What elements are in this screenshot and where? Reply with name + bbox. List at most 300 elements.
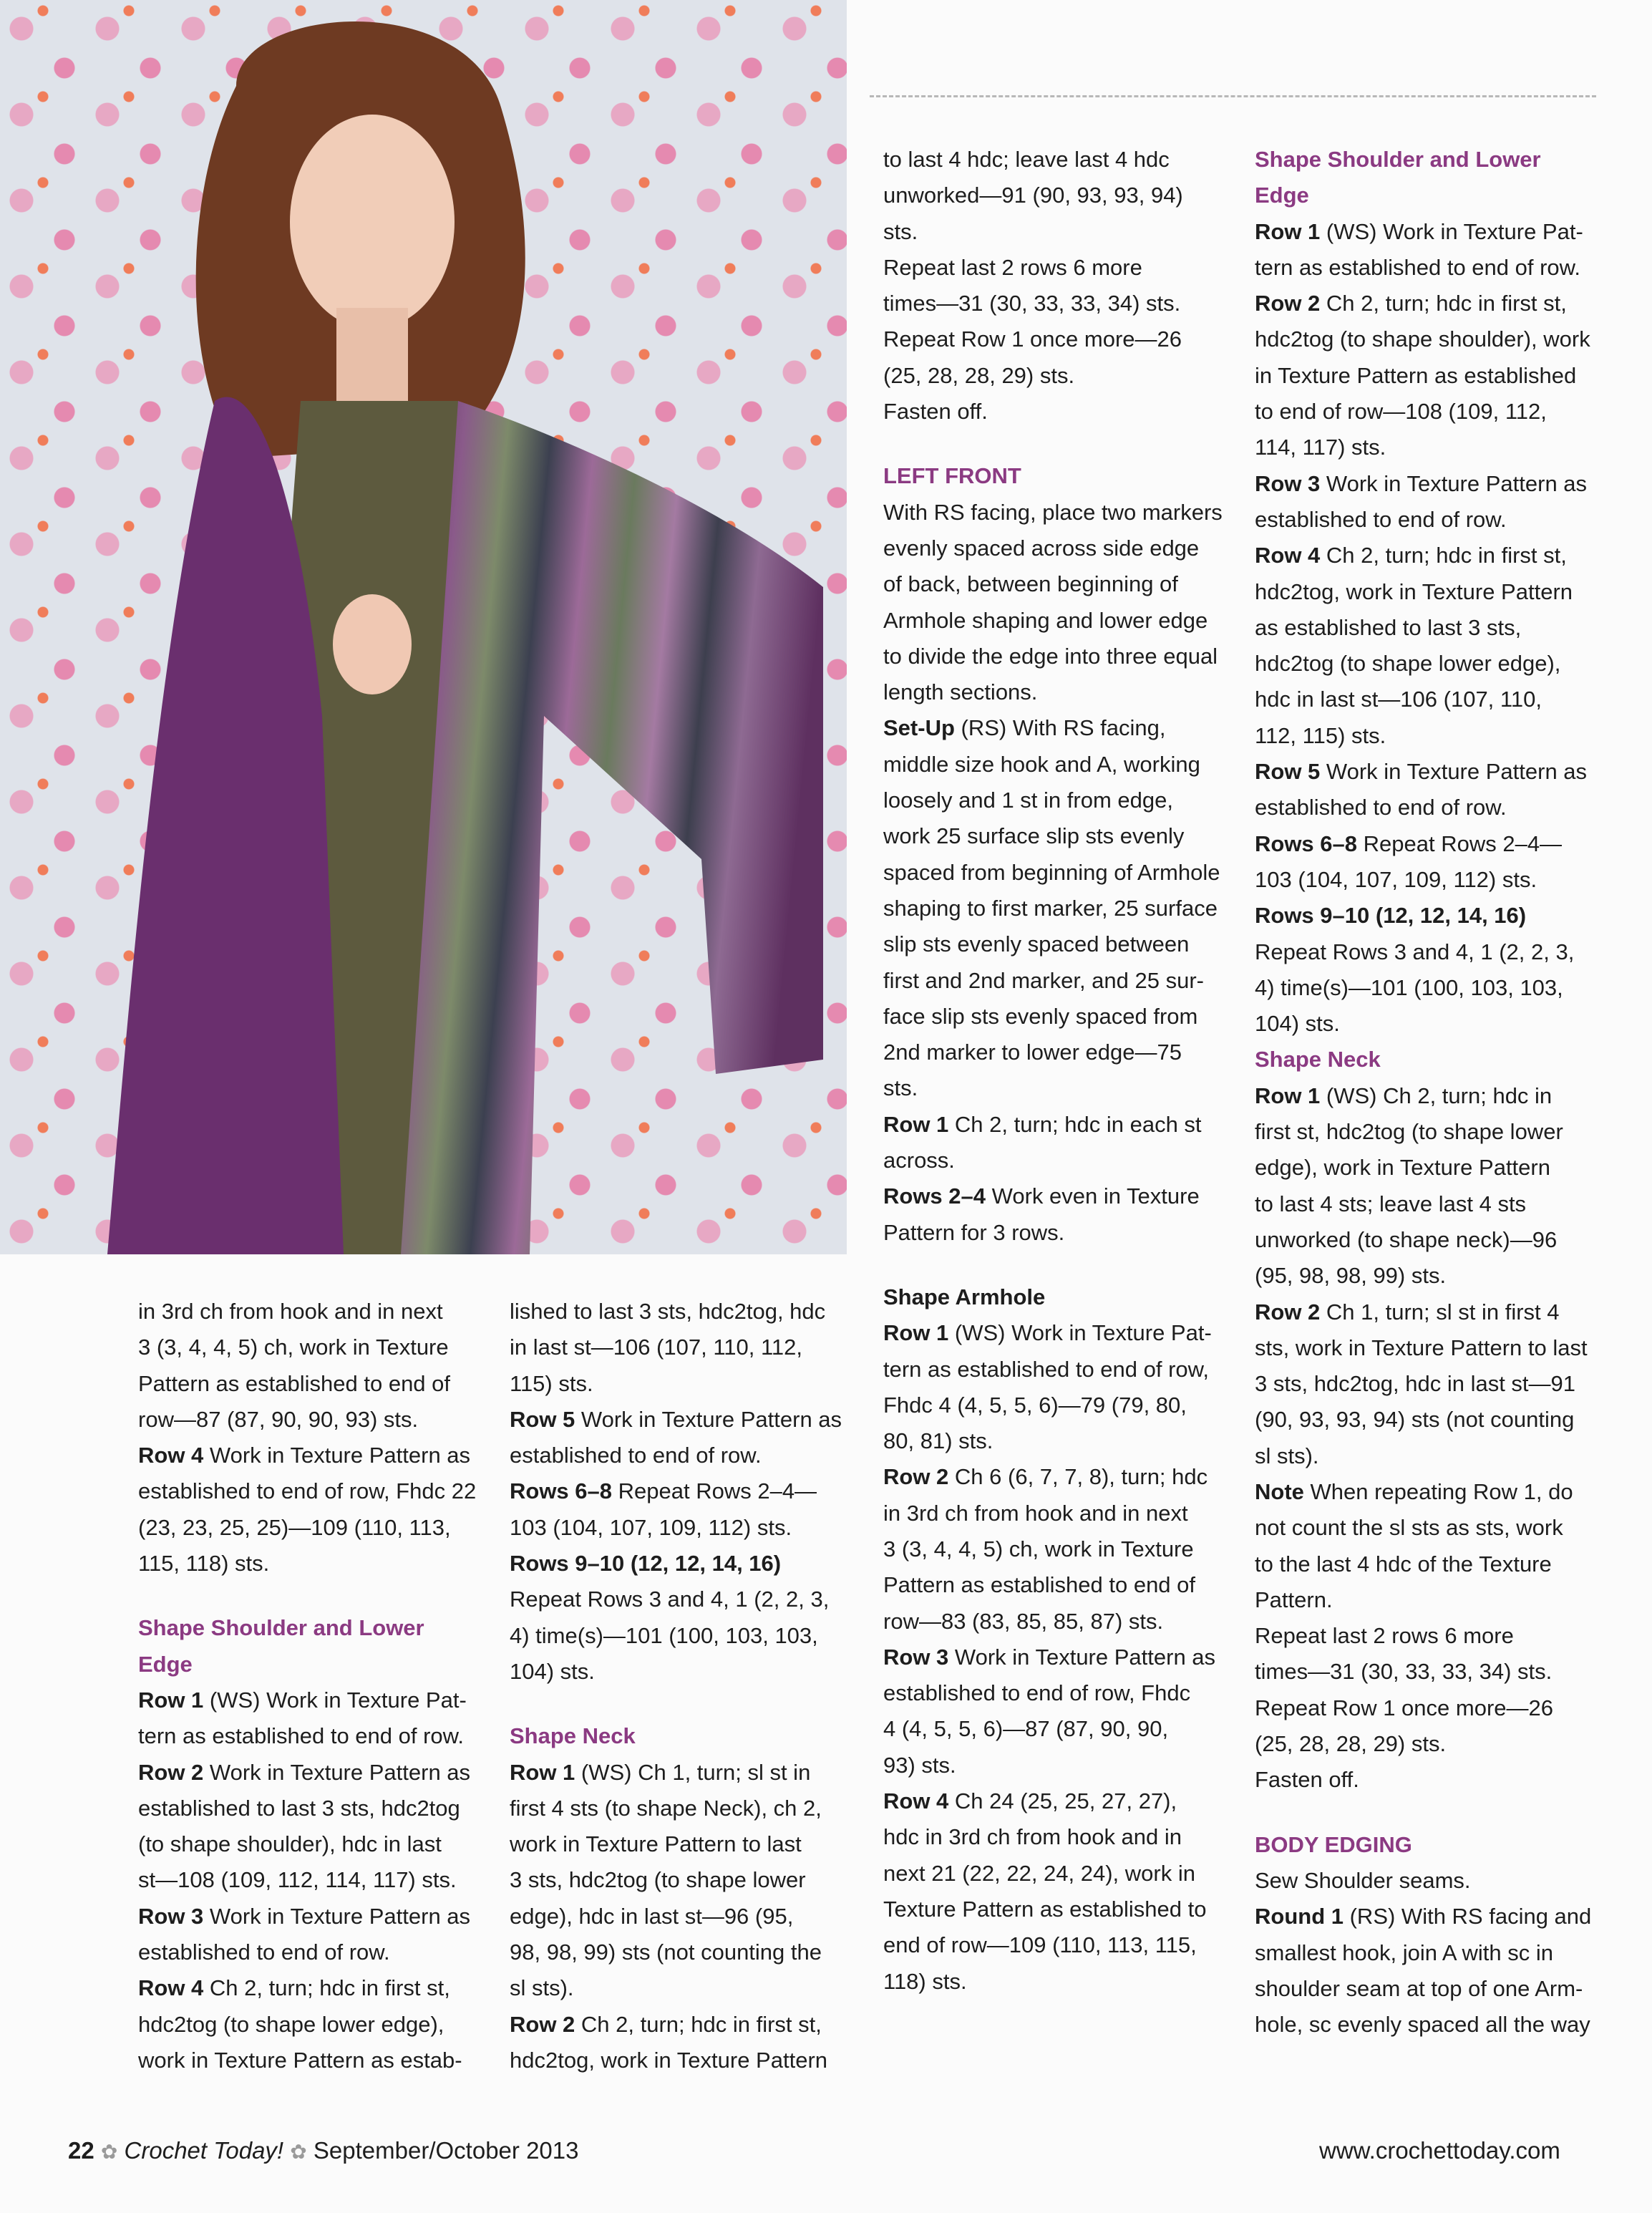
instruction-text: Fasten off.: [883, 399, 988, 425]
text-line: [1255, 1899, 1613, 1934]
text-line: [883, 674, 1241, 710]
text-line: [883, 603, 1241, 639]
text-line: [883, 855, 1241, 891]
text-line: [883, 1567, 1241, 1603]
section-heading: Shape Shoulder and Lower: [138, 1615, 424, 1641]
instruction-text: Repeat last 2 rows 6 more: [1255, 1623, 1514, 1649]
paragraph-gap: [883, 430, 1241, 458]
instruction-text: 3 sts, hdc2tog (to shape lower: [510, 1867, 806, 1893]
text-line: [1255, 790, 1613, 825]
section-heading: Edge: [138, 1651, 193, 1677]
instruction-text: middle size hook and A, working: [883, 751, 1200, 777]
text-line: [510, 1826, 846, 1862]
instruction-text: face slip sts evenly spaced from: [883, 1003, 1198, 1029]
instruction-text: tern as established to end of row.: [138, 1723, 464, 1749]
text-line: [510, 1294, 846, 1330]
instruction-text: Repeat Row 1 once more—26: [1255, 1695, 1554, 1720]
text-line: [1255, 1971, 1613, 2007]
instruction-text: unworked—91 (90, 93, 93, 94): [883, 183, 1183, 208]
instruction-text: across.: [883, 1148, 955, 1173]
instruction-text: Ch 6 (6, 7, 7, 8), turn; hdc: [948, 1464, 1208, 1490]
row-label: Row 3: [883, 1644, 949, 1670]
instruction-text: st—108 (109, 112, 114, 117) sts.: [138, 1867, 457, 1893]
instruction-text: edge), hdc in last st—96 (95,: [510, 1903, 794, 1929]
text-line: [883, 142, 1241, 178]
instruction-text: row—83 (83, 85, 85, 87) sts.: [883, 1608, 1164, 1634]
instruction-text: edge), work in Texture Pattern: [1255, 1155, 1550, 1181]
instruction-text: established to end of row.: [1255, 506, 1507, 532]
text-line: [510, 2043, 846, 2078]
text-line: [1255, 1294, 1613, 1330]
footer-left: [68, 2137, 578, 2164]
instruction-text: in 3rd ch from hook and in next: [138, 1299, 443, 1324]
instruction-text: to last 4 hdc; leave last 4 hdc: [883, 147, 1170, 172]
row-label: Row 5: [1255, 759, 1321, 785]
text-line: [883, 1315, 1241, 1351]
text-line: [883, 566, 1241, 602]
text-line: [1255, 1582, 1613, 1618]
text-line: [883, 1143, 1241, 1178]
text-line: [1255, 754, 1613, 790]
row-label: Rows 6–8: [1255, 831, 1358, 856]
text-line: [883, 1783, 1241, 1819]
instruction-text: Fasten off.: [1255, 1767, 1359, 1793]
text-column-3: [883, 142, 1241, 2000]
page-number: 22: [68, 2137, 94, 2164]
instruction-text: Work even in Texture: [986, 1183, 1200, 1209]
text-line: [1255, 394, 1613, 430]
text-line: [1255, 430, 1613, 465]
instruction-text: work 25 surface slip sts evenly: [883, 823, 1185, 849]
text-line: [883, 926, 1241, 962]
text-line: [1255, 466, 1613, 502]
text-line: [883, 1352, 1241, 1388]
text-line: [883, 639, 1241, 674]
issue-date: September/October 2013: [313, 2137, 579, 2164]
text-line: [883, 1819, 1241, 1855]
text-line: [510, 1791, 846, 1826]
instruction-text: in last st—106 (107, 110, 112,: [510, 1335, 802, 1360]
instruction-text: (95, 98, 98, 99) sts.: [1255, 1263, 1447, 1289]
text-line: [138, 1366, 489, 1402]
instruction-text: Repeat Rows 2–4—: [1357, 831, 1563, 856]
row-label: Rows 9–10 (12, 12, 14, 16): [1255, 903, 1527, 929]
text-line: [138, 1718, 489, 1754]
instruction-text: sts, work in Texture Pattern to last: [1255, 1335, 1588, 1360]
text-line: [510, 1718, 846, 1754]
row-label: Rows 2–4: [883, 1183, 986, 1209]
instruction-text: (23, 23, 25, 25)—109 (110, 113,: [138, 1514, 451, 1540]
text-line: [1255, 1078, 1613, 1114]
text-line: [1255, 1863, 1613, 1899]
text-line: [1255, 1474, 1613, 1510]
section-heading: Edge: [1255, 183, 1309, 208]
text-line: [883, 1964, 1241, 2000]
instruction-text: shoulder seam at top of one Arm-: [1255, 1975, 1583, 2001]
text-line: [138, 1402, 489, 1438]
subsection-heading: Shape Armhole: [883, 1284, 1046, 1309]
instruction-text: as established to last 3 sts,: [1255, 614, 1522, 640]
text-line: [138, 1438, 489, 1473]
row-label: Row 3: [138, 1903, 204, 1929]
text-line: [510, 1899, 846, 1934]
text-line: [1255, 1510, 1613, 1546]
instruction-text: Repeat Rows 3 and 4, 1 (2, 2, 3,: [510, 1587, 830, 1612]
text-line: [883, 1279, 1241, 1315]
text-line: [883, 1711, 1241, 1747]
text-line: [883, 710, 1241, 746]
section-heading: LEFT FRONT: [883, 463, 1021, 489]
text-line: [883, 358, 1241, 394]
text-line: [138, 1755, 489, 1791]
instruction-text: (WS) Work in Texture Pat-: [203, 1687, 467, 1713]
row-label: Rows 6–8: [510, 1478, 613, 1504]
text-line: [883, 1892, 1241, 1927]
text-line: [138, 1330, 489, 1365]
text-line: [883, 1604, 1241, 1640]
text-line: [510, 1330, 846, 1365]
text-line: [883, 1423, 1241, 1459]
text-line: [1255, 682, 1613, 717]
instruction-text: 3 sts, hdc2tog, hdc in last st—91: [1255, 1371, 1576, 1397]
instruction-text: (to shape shoulder), hdc in last: [138, 1831, 442, 1857]
instruction-text: to last 4 sts; leave last 4 sts: [1255, 1191, 1527, 1216]
text-line: [510, 1366, 846, 1402]
instruction-text: 115) sts.: [510, 1370, 593, 1396]
text-line: [883, 1388, 1241, 1423]
instruction-text: Work in Texture Pattern as: [1320, 759, 1588, 785]
text-line: [1255, 610, 1613, 646]
instruction-text: Ch 2, turn; hdc in each st: [948, 1111, 1202, 1137]
text-line: [883, 531, 1241, 566]
text-line: [138, 1473, 489, 1509]
row-label: Round 1: [1255, 1904, 1344, 1929]
text-line: [510, 1510, 846, 1546]
instruction-text: Pattern as established to end of: [883, 1572, 1196, 1598]
instruction-text: spaced from beginning of Armhole: [883, 859, 1220, 885]
instruction-text: sts.: [883, 1075, 918, 1101]
instruction-text: in Texture Pattern as established: [1255, 362, 1577, 388]
text-line: [1255, 1330, 1613, 1366]
text-line: [138, 1862, 489, 1898]
text-line: [1255, 1150, 1613, 1186]
instruction-text: row—87 (87, 90, 90, 93) sts.: [138, 1406, 419, 1432]
instruction-text: loosely and 1 st in from edge,: [883, 788, 1173, 813]
instruction-text: in 3rd ch from hook and in next: [883, 1500, 1188, 1526]
text-line: [1255, 1186, 1613, 1222]
text-line: [1255, 1402, 1613, 1438]
instruction-text: Pattern for 3 rows.: [883, 1219, 1065, 1245]
row-label: Row 2: [883, 1464, 949, 1490]
row-label: Row 3: [1255, 470, 1321, 496]
flower-icon: ✿: [290, 2141, 307, 2163]
text-line: [883, 963, 1241, 999]
text-line: [510, 1618, 846, 1654]
instruction-text: sl sts).: [1255, 1443, 1319, 1468]
instruction-text: slip sts evenly spaced between: [883, 931, 1190, 957]
instruction-text: Work in Texture Pattern as: [203, 1903, 471, 1929]
text-line: [1255, 1690, 1613, 1726]
text-line: [1255, 178, 1613, 213]
instruction-text: 98, 98, 99) sts (not counting the: [510, 1940, 822, 1965]
model-photo: [0, 0, 847, 1254]
row-label: Row 2: [1255, 1299, 1321, 1325]
instruction-text: 104) sts.: [510, 1658, 595, 1684]
text-line: [1255, 1114, 1613, 1150]
instruction-text: hdc in last st—106 (107, 110,: [1255, 687, 1542, 712]
instruction-text: next 21 (22, 22, 24, 24), work in: [883, 1860, 1195, 1886]
text-line: [1255, 1366, 1613, 1402]
instruction-text: (RS) With RS facing and: [1344, 1904, 1592, 1929]
text-line: [510, 1438, 846, 1473]
row-label: Row 4: [883, 1788, 949, 1814]
text-line: [883, 747, 1241, 783]
text-line: [1255, 1546, 1613, 1582]
row-label: Rows 9–10 (12, 12, 14, 16): [510, 1551, 782, 1577]
text-line: [1255, 1762, 1613, 1798]
instruction-text: 103 (104, 107, 109, 112) sts.: [1255, 866, 1537, 892]
text-line: [138, 1899, 489, 1934]
text-line: [883, 286, 1241, 321]
instruction-text: times—31 (30, 33, 33, 34) sts.: [883, 291, 1181, 316]
instruction-text: Work in Texture Pattern as: [948, 1644, 1216, 1670]
section-heading: Shape Neck: [510, 1723, 636, 1749]
row-label: Row 2: [1255, 291, 1321, 316]
text-line: [883, 891, 1241, 926]
text-line: [1255, 142, 1613, 178]
instruction-text: not count the sl sts as sts, work: [1255, 1515, 1563, 1541]
text-line: [883, 1675, 1241, 1711]
instruction-text: Repeat Rows 3 and 4, 1 (2, 2, 3,: [1255, 939, 1575, 964]
text-line: [510, 1934, 846, 1970]
instruction-text: length sections.: [883, 679, 1038, 705]
instruction-text: Fhdc 4 (4, 5, 5, 6)—79 (79, 80,: [883, 1392, 1187, 1418]
row-label: Note: [1255, 1478, 1304, 1504]
text-line: [1255, 1222, 1613, 1258]
photo-illustration: [0, 0, 847, 1254]
instruction-text: of back, between beginning of: [883, 571, 1178, 597]
instruction-text: sl sts).: [510, 1975, 574, 2001]
instruction-text: hdc2tog, work in Texture Pattern: [1255, 578, 1573, 604]
instruction-text: shaping to first marker, 25 surface: [883, 895, 1218, 921]
text-line: [510, 1582, 846, 1617]
text-line: [510, 2007, 846, 2043]
row-label: Row 2: [138, 1759, 204, 1785]
instruction-text: Repeat Rows 2–4—: [612, 1478, 817, 1504]
text-line: [1255, 898, 1613, 934]
instruction-text: tern as established to end of row,: [883, 1356, 1209, 1382]
text-line: [883, 1531, 1241, 1567]
text-line: [883, 1107, 1241, 1143]
instruction-text: end of row—109 (110, 113, 115,: [883, 1932, 1197, 1958]
text-line: [138, 2043, 489, 2078]
instruction-text: hole, sc evenly spaced all the way: [1255, 2012, 1590, 2038]
paragraph-gap: [1255, 1798, 1613, 1827]
instruction-text: (90, 93, 93, 94) sts (not counting: [1255, 1407, 1575, 1433]
text-line: [1255, 1042, 1613, 1078]
instruction-text: work in Texture Pattern as estab-: [138, 2047, 462, 2073]
instruction-text: 114, 117) sts.: [1255, 435, 1386, 460]
text-line: [1255, 1006, 1613, 1042]
text-line: [1255, 718, 1613, 754]
instruction-text: Work in Texture Pattern as: [203, 1443, 471, 1468]
row-label: Row 1: [1255, 218, 1321, 244]
text-line: [1255, 502, 1613, 538]
text-line: [138, 1791, 489, 1826]
text-line: [883, 783, 1241, 818]
row-label: Row 1: [510, 1759, 575, 1785]
text-line: [1255, 1726, 1613, 1762]
instruction-text: hdc2tog, work in Texture Pattern: [510, 2047, 828, 2073]
text-line: [883, 1748, 1241, 1783]
text-line: [1255, 862, 1613, 898]
instruction-text: established to end of row.: [1255, 795, 1507, 820]
instruction-text: (WS) Ch 2, turn; hdc in: [1320, 1083, 1553, 1108]
text-line: [1255, 1438, 1613, 1474]
row-label: Row 1: [883, 1320, 949, 1346]
instruction-text: hdc2tog (to shape lower edge),: [1255, 651, 1561, 677]
instruction-text: (WS) Work in Texture Pat-: [1320, 218, 1583, 244]
text-line: [883, 321, 1241, 357]
text-line: [883, 1035, 1241, 1070]
text-line: [1255, 1935, 1613, 1971]
instruction-text: (WS) Work in Texture Pat-: [948, 1320, 1212, 1346]
instruction-text: 4 (4, 5, 5, 6)—87 (87, 90, 90,: [883, 1716, 1169, 1742]
text-line: [883, 1927, 1241, 1963]
text-line: [138, 1826, 489, 1862]
text-line: [510, 1402, 846, 1438]
paragraph-gap: [510, 1690, 846, 1718]
instruction-text: evenly spaced across side edge: [883, 535, 1200, 561]
instruction-text: Ch 2, turn; hdc in first st,: [575, 2011, 822, 2037]
text-line: [883, 394, 1241, 430]
text-line: [510, 1546, 846, 1582]
instruction-text: Armhole shaping and lower edge: [883, 607, 1208, 633]
website-url: www.crochettoday.com: [1319, 2137, 1560, 2164]
instruction-text: to divide the edge into three equal: [883, 643, 1218, 669]
row-label: Row 2: [510, 2011, 575, 2037]
text-line: [1255, 646, 1613, 682]
text-line: [138, 1294, 489, 1330]
text-column-4: [1255, 142, 1613, 2043]
instruction-text: Ch 2, turn; hdc in first st,: [1320, 291, 1567, 316]
instruction-text: sts.: [883, 218, 918, 244]
text-line: [1255, 1258, 1613, 1294]
section-heading: Shape Shoulder and Lower: [1255, 147, 1541, 172]
section-heading: Shape Neck: [1255, 1047, 1381, 1072]
text-line: [1255, 934, 1613, 970]
instruction-text: unworked (to shape neck)—96: [1255, 1226, 1558, 1252]
instruction-text: established to end of row.: [138, 1940, 390, 1965]
instruction-text: Ch 1, turn; sl st in first 4: [1320, 1299, 1560, 1325]
instruction-text: established to last 3 sts, hdc2tog: [138, 1795, 460, 1821]
text-column-1: [138, 1294, 489, 2078]
text-line: [510, 1970, 846, 2006]
text-line: [138, 1510, 489, 1546]
instruction-text: Sew Shoulder seams.: [1255, 1867, 1471, 1893]
instruction-text: Ch 2, turn; hdc in first st,: [1320, 543, 1567, 568]
section-heading: BODY EDGING: [1255, 1831, 1412, 1857]
text-line: [883, 1070, 1241, 1106]
instruction-text: lished to last 3 sts, hdc2tog, hdc: [510, 1299, 826, 1324]
text-line: [510, 1755, 846, 1791]
row-label: Row 1: [138, 1687, 204, 1713]
dashed-divider: [870, 95, 1596, 97]
instruction-text: 80, 81) sts.: [883, 1428, 993, 1454]
text-line: [1255, 574, 1613, 610]
instruction-text: established to end of row, Fhdc: [883, 1680, 1191, 1706]
instruction-text: 104) sts.: [1255, 1011, 1340, 1037]
instruction-text: (WS) Ch 1, turn; sl st in: [575, 1759, 811, 1785]
text-line: [883, 999, 1241, 1035]
instruction-text: 4) time(s)—101 (100, 103, 103,: [1255, 974, 1563, 1000]
instruction-text: hdc in 3rd ch from hook and in: [883, 1824, 1182, 1850]
instruction-text: Ch 24 (25, 25, 27, 27),: [948, 1788, 1177, 1814]
instruction-text: tern as established to end of row.: [1255, 254, 1580, 280]
text-line: [883, 250, 1241, 286]
text-line: [883, 1496, 1241, 1531]
text-line: [883, 1856, 1241, 1892]
text-line: [1255, 214, 1613, 250]
instruction-text: Work in Texture Pattern as: [1320, 470, 1588, 496]
instruction-text: 3 (3, 4, 4, 5) ch, work in Texture: [138, 1335, 449, 1360]
instruction-text: smallest hook, join A with sc in: [1255, 1940, 1553, 1965]
magazine-title: Crochet Today!: [124, 2137, 284, 2164]
instruction-text: first 4 sts (to shape Neck), ch 2,: [510, 1795, 822, 1821]
instruction-text: 103 (104, 107, 109, 112) sts.: [510, 1514, 792, 1540]
instruction-text: 112, 115) sts.: [1255, 722, 1386, 748]
instruction-text: Pattern as established to end of: [138, 1370, 451, 1396]
row-label: Row 1: [883, 1111, 949, 1137]
row-label: Row 4: [138, 1975, 204, 2001]
instruction-text: 118) sts.: [883, 1968, 967, 1994]
row-label: Row 4: [138, 1443, 204, 1468]
instruction-text: work in Texture Pattern to last: [510, 1831, 802, 1857]
text-line: [1255, 321, 1613, 357]
instruction-text: times—31 (30, 33, 33, 34) sts.: [1255, 1659, 1553, 1685]
text-line: [138, 1647, 489, 1682]
instruction-text: 4) time(s)—101 (100, 103, 103,: [510, 1622, 818, 1648]
text-line: [883, 495, 1241, 531]
instruction-text: Work in Texture Pattern as: [575, 1406, 842, 1432]
row-label: Row 5: [510, 1406, 575, 1432]
instruction-text: Work in Texture Pattern as: [203, 1759, 471, 1785]
instruction-text: established to end of row, Fhdc 22: [138, 1478, 477, 1504]
instruction-text: first st, hdc2tog (to shape lower: [1255, 1119, 1563, 1145]
text-line: [883, 1459, 1241, 1495]
instruction-text: (25, 28, 28, 29) sts.: [883, 362, 1075, 388]
text-line: [883, 1640, 1241, 1675]
text-line: [138, 1546, 489, 1582]
instruction-text: to end of row—108 (109, 112,: [1255, 399, 1547, 425]
instruction-text: 93) sts.: [883, 1752, 956, 1778]
text-line: [510, 1473, 846, 1509]
text-line: [138, 1682, 489, 1718]
text-line: [1255, 1827, 1613, 1863]
instruction-text: first and 2nd marker, and 25 sur-: [883, 967, 1205, 993]
instruction-text: Repeat last 2 rows 6 more: [883, 254, 1142, 280]
text-line: [883, 178, 1241, 213]
text-line: [1255, 538, 1613, 573]
paragraph-gap: [883, 1251, 1241, 1279]
text-line: [138, 1970, 489, 2006]
instruction-text: 3 (3, 4, 4, 5) ch, work in Texture: [883, 1536, 1194, 1561]
text-line: [138, 2007, 489, 2043]
instruction-text: hdc2tog (to shape shoulder), work: [1255, 326, 1590, 352]
row-label: Row 4: [1255, 543, 1321, 568]
row-label: Set-Up: [883, 715, 955, 741]
instruction-text: Pattern.: [1255, 1587, 1333, 1612]
